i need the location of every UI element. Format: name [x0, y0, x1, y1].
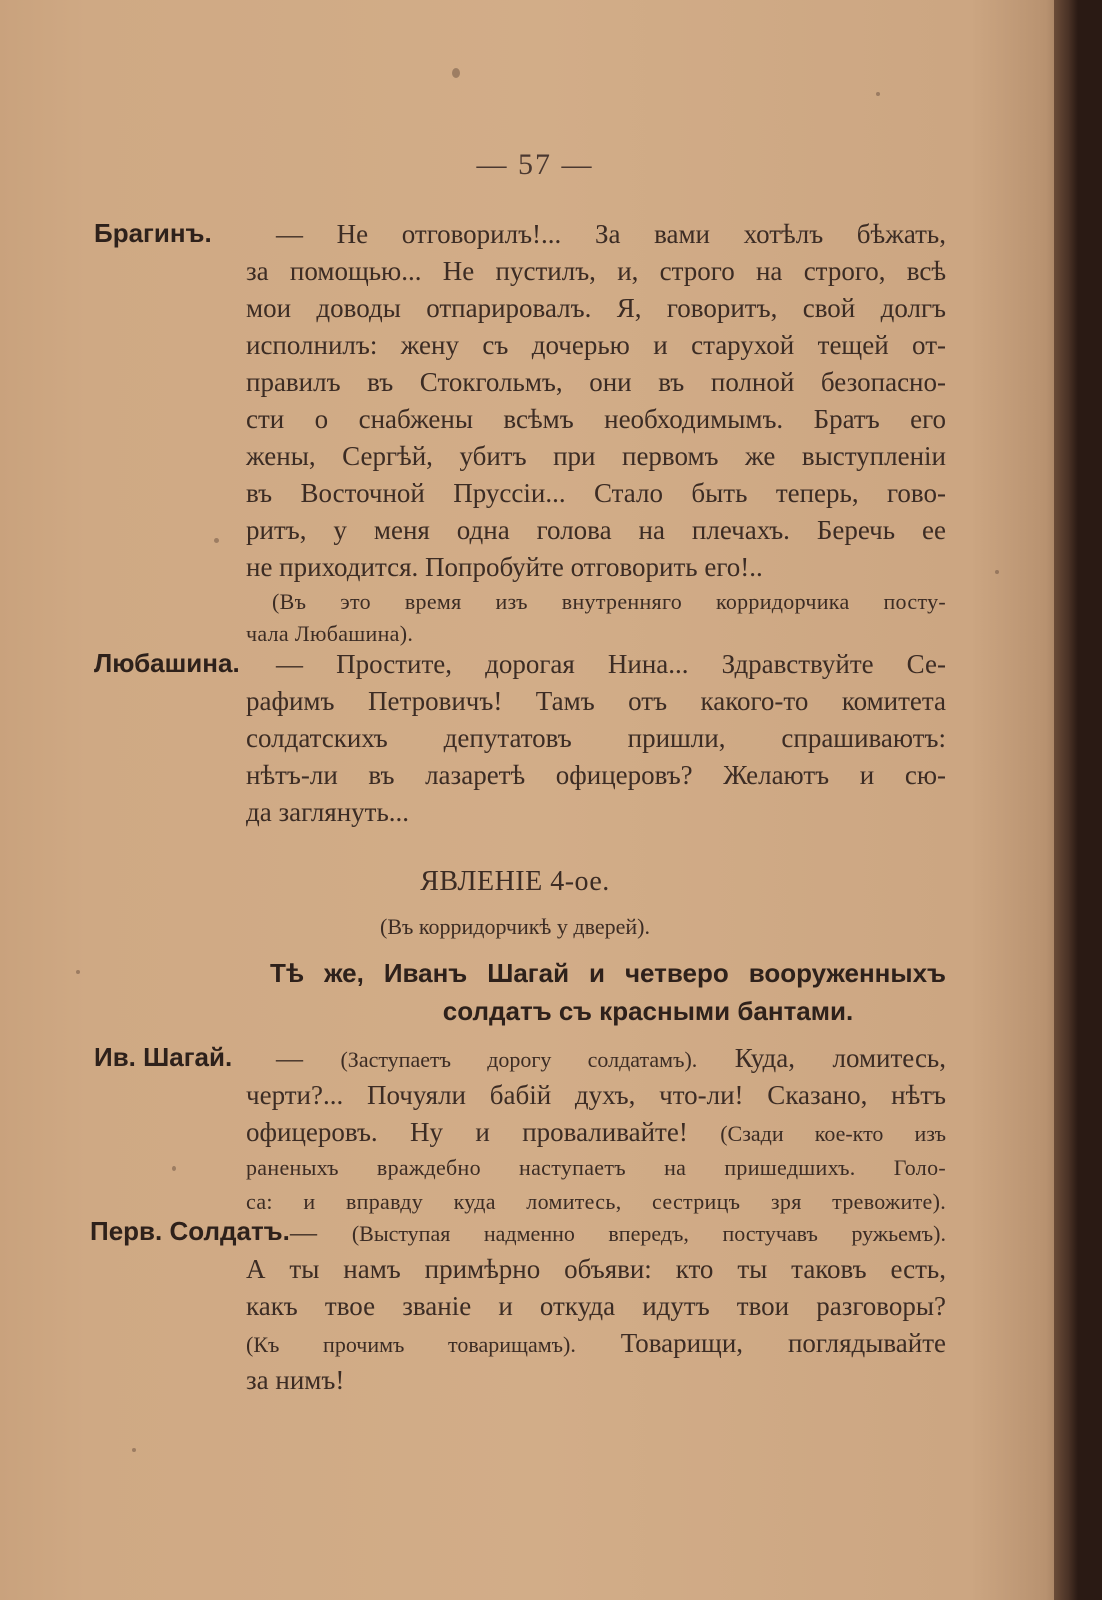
- text-line: жены, Сергѣй, убитъ при первомъ же выступленіи: [246, 441, 946, 471]
- text-line: черти?... Почуяли бабій духъ, что-ли! Сказано, нѣтъ: [246, 1080, 946, 1110]
- text-line: [246, 1214, 946, 1251]
- text-line: — Не отговорилъ!... За вами хотѣлъ бѣжать,: [276, 219, 946, 249]
- paper-speck: [214, 538, 219, 543]
- text-line: солдатскихъ депутатовъ пришли, спрашиваютъ:: [246, 723, 946, 753]
- text-line: сти о снабжены всѣмъ необходимымъ. Братъ его: [246, 404, 946, 434]
- speech-text: [246, 216, 946, 586]
- stage-line: (Въ это время изъ внутренняго корридорчика посту-: [272, 589, 946, 614]
- text-line: за нимъ!: [246, 1365, 345, 1395]
- paper-speck: [995, 570, 999, 574]
- stage-line: раненыхъ враждебно наступаетъ на пришедшихъ. Голо-: [246, 1155, 946, 1180]
- paper-speck: [76, 970, 80, 974]
- stage-line: са: и вправду куда ломитесь, сестрицъ зря тревожите).: [246, 1189, 946, 1214]
- text-line: ритъ, у меня одна голова на плечахъ. Беречь ее: [246, 515, 946, 545]
- text-line: да заглянуть...: [246, 797, 410, 827]
- text-line: [246, 1040, 946, 1077]
- inline-text: Товарищи, поглядывайте: [620, 1328, 946, 1358]
- inline-text: офицеровъ. Ну и проваливайте!: [246, 1117, 688, 1147]
- book-spine-shadow: [1054, 0, 1078, 1600]
- text-line: [246, 1325, 946, 1362]
- paper-speck: [132, 1448, 136, 1452]
- dash: —: [290, 1217, 317, 1247]
- speech-text: [246, 1214, 946, 1399]
- scene-location: (Въ корридорчикѣ у дверей).: [380, 914, 650, 939]
- paper-speck: [452, 68, 460, 78]
- text-line: не приходится. Попробуйте отговорить его!..: [246, 552, 763, 582]
- inline-stage: (Къ прочимъ товарищамъ).: [246, 1332, 576, 1357]
- text-line: — Простите, дорогая Нина... Здравствуйте Се-: [276, 649, 946, 679]
- speaker-name: Ив. Шагай.: [94, 1042, 233, 1072]
- inline-stage: (Выступая надменно впередъ, постучавъ ружьемъ).: [351, 1221, 946, 1246]
- text-line: исполнилъ: жену съ дочерью и старухой тещей от-: [246, 330, 946, 360]
- text-line: правилъ въ Стокгольмъ, они въ полной безопасно-: [246, 367, 946, 397]
- text-line: А ты намъ примѣрно объяви: кто ты таковъ есть,: [246, 1254, 946, 1284]
- speech-text: [246, 646, 946, 831]
- stage-direction: [246, 586, 946, 650]
- inline-stage: (Сзади кое-кто изъ: [720, 1121, 946, 1146]
- speaker-name: Перв. Солдатъ.: [90, 1216, 290, 1246]
- text-line: въ Восточной Пруссіи... Стало быть теперь, гово-: [246, 478, 946, 508]
- text-line: рафимъ Петровичъ! Тамъ отъ какого-то комитета: [246, 686, 946, 716]
- dash: —: [276, 1043, 303, 1073]
- cast-line: солдатъ съ красными бантами.: [442, 996, 854, 1026]
- speaker-name: Брагинъ.: [94, 218, 212, 248]
- cast-line: Тѣ же, Иванъ Шагай и четверо вооруженныхъ: [270, 958, 946, 988]
- paper-speck: [172, 1166, 176, 1171]
- text-line: за помощью... Не пустилъ, и, строго на строго, всѣ: [246, 256, 946, 286]
- scene-title: ЯВЛЕНІЕ 4-ое.: [420, 866, 610, 897]
- text-line: какъ твое званіе и откуда идутъ твои разговоры?: [246, 1291, 946, 1321]
- speech-text: [246, 1040, 946, 1219]
- text-line: мои доводы отпарировалъ. Я, говоритъ, свой долгъ: [246, 293, 946, 323]
- speaker-name: Любашина.: [94, 648, 240, 678]
- text-line: [246, 1114, 946, 1151]
- page-number: — 57 —: [476, 148, 594, 181]
- text-line: нѣтъ-ли въ лазаретѣ офицеровъ? Желаютъ и сю-: [246, 760, 946, 790]
- stage-line: чала Любашина).: [246, 621, 414, 646]
- inline-text: Куда, ломитесь,: [734, 1043, 946, 1073]
- inline-stage: (Заступаетъ дорогу солдатамъ).: [340, 1047, 698, 1072]
- paper-speck: [876, 92, 880, 96]
